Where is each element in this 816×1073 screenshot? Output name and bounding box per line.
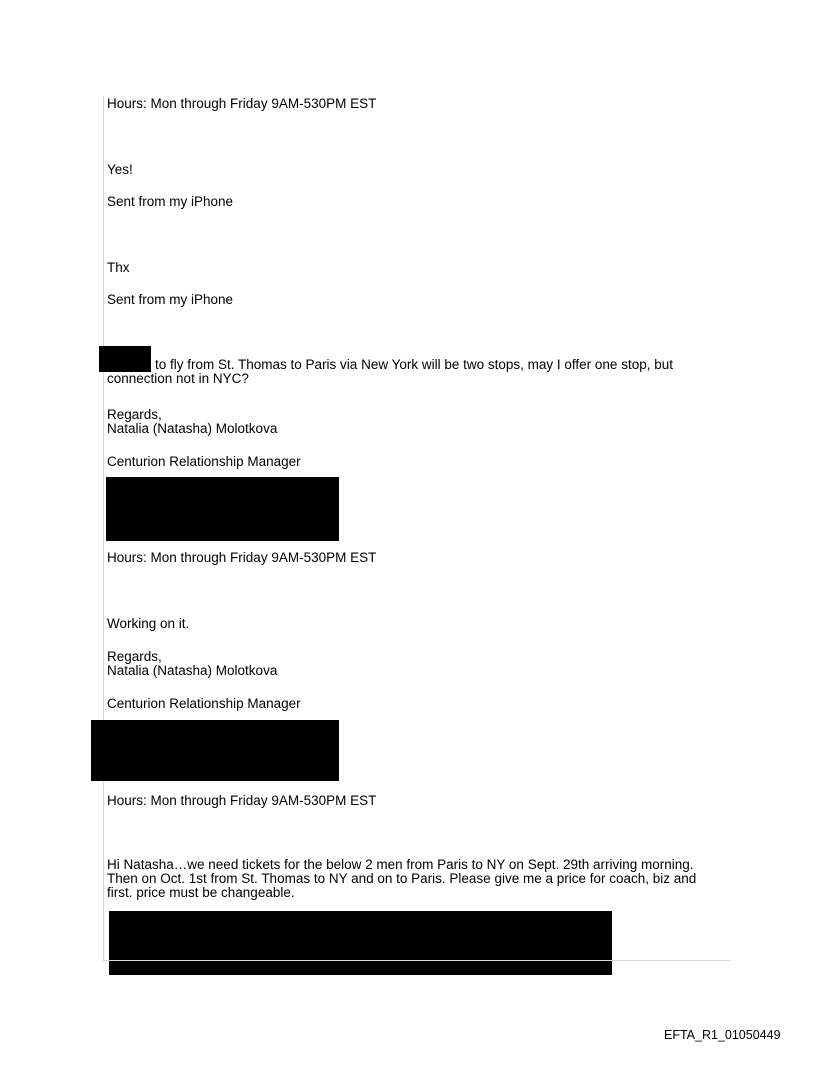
sent-from-iphone: Sent from my iPhone [107, 194, 234, 209]
quote-bar [103, 96, 104, 960]
reply-thx: Thx [107, 260, 130, 275]
sender-title: Centurion Relationship Manager [107, 454, 301, 469]
working-text: Working on it. [107, 616, 190, 631]
sender-name: Natalia (Natasha) Molotkova [107, 421, 278, 436]
sent-from-iphone: Sent from my iPhone [107, 292, 234, 307]
offer-text-line: to fly from St. Thomas to Paris via New York will be two stops, may I offer one stop, but [155, 357, 673, 372]
redaction-block [91, 720, 339, 781]
reply-yes: Yes! [107, 162, 133, 177]
redaction-block [109, 911, 612, 975]
document-id: EFTA_R1_01050449 [664, 1028, 781, 1042]
request-text-line: Then on Oct. 1st from St. Thomas to NY and on to Paris. Please give me a price for coach, biz and [107, 871, 697, 886]
hours-text: Hours: Mon through Friday 9AM-530PM EST [107, 96, 377, 111]
offer-text-line: connection not in NYC? [107, 371, 249, 386]
hours-text: Hours: Mon through Friday 9AM-530PM EST [107, 793, 377, 808]
regards-text: Regards, [107, 649, 162, 664]
sender-title: Centurion Relationship Manager [107, 696, 301, 711]
sender-name: Natalia (Natasha) Molotkova [107, 663, 278, 678]
request-text-line: first. price must be changeable. [107, 885, 295, 900]
request-text-line: Hi Natasha…we need tickets for the below 2 men from Paris to NY on Sept. 29th arriving morning. [107, 857, 694, 872]
hours-text: Hours: Mon through Friday 9AM-530PM EST [107, 550, 377, 565]
regards-text: Regards, [107, 407, 162, 422]
redaction-block [106, 477, 339, 541]
redaction-block [99, 346, 151, 372]
divider [103, 960, 731, 961]
